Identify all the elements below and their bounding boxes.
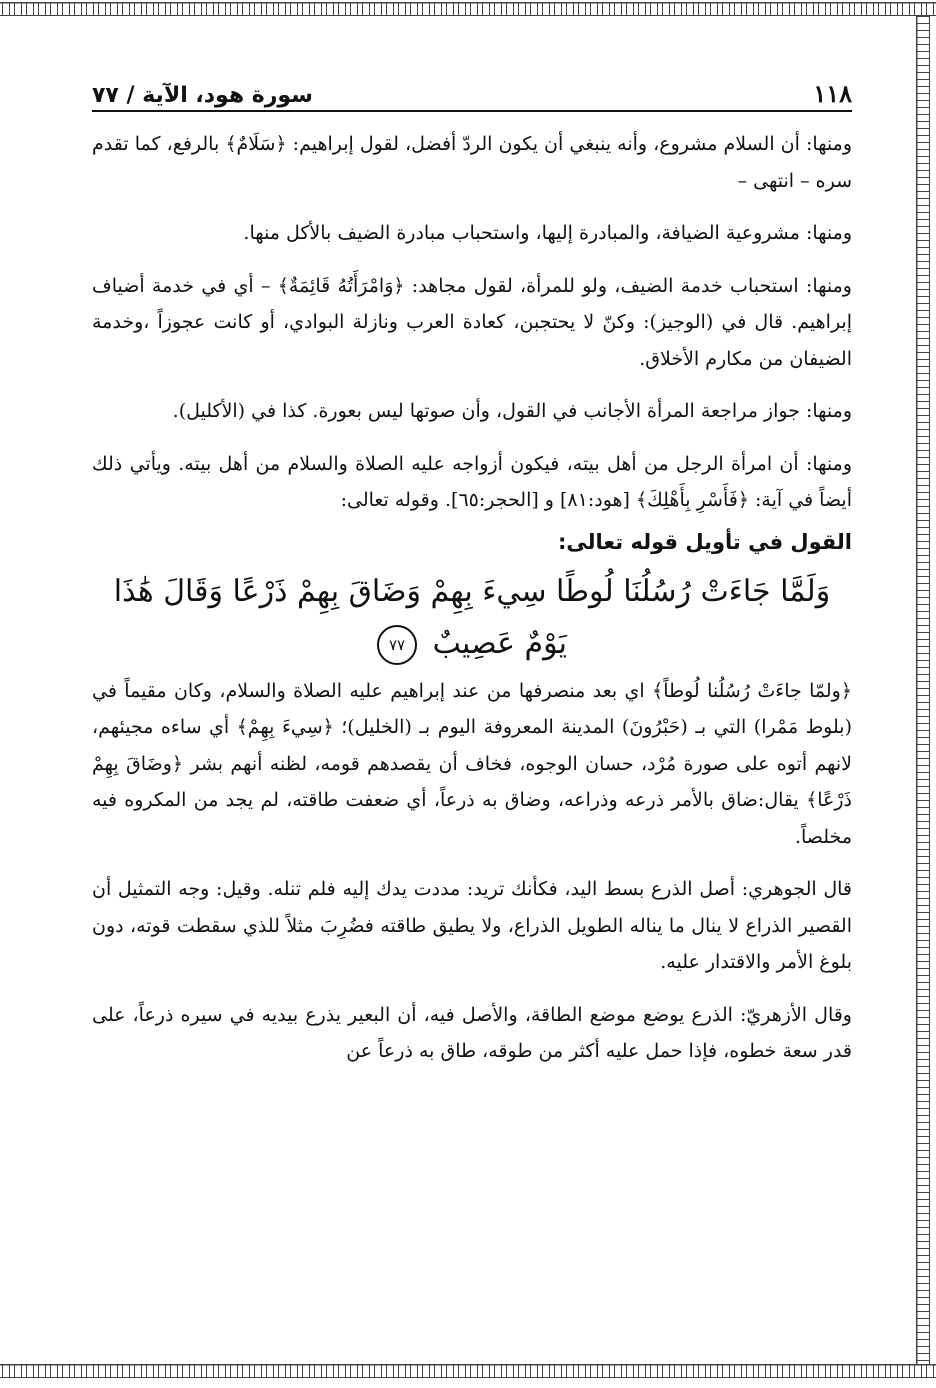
verse-text: يَوْمٌ عَصِيبٌ bbox=[432, 625, 567, 661]
side-ornamental-border bbox=[916, 16, 930, 1364]
page-header bbox=[92, 66, 852, 108]
paragraph-womans-voice: ومنها: جواز مراجعة المرأة الأجانب في القول، وأن صوتها ليس بعورة. كذا في (الأكليل). bbox=[172, 400, 852, 422]
surah-reference: سورة هود، الآية / ٧٧ bbox=[92, 83, 313, 108]
quran-verse-line-2 bbox=[92, 619, 852, 669]
paragraph-serving-guest: ومنها: استحباب خدمة الضيف، ولو للمرأة، لقول مجاهد: ﴿وَامْرَأَتُهُ قَائِمَةٌ﴾ – أي في خدمة أضياف إبراهيم. قال في (الوجيز): وكنّ لا يحتجبن، كعادة العرب ونازلة البوادي، أو كانت عجوزاً ،وخدمة الضيفان من مكارم الأخلاق. bbox=[92, 274, 852, 370]
page-number: ١١٨ bbox=[813, 79, 852, 108]
paragraph-household: ومنها: أن امرأة الرجل من أهل بيته، فيكون أزواجه عليه الصلاة والسلام من أهل بيته. ويأتي ذلك أيضاً في آية: ﴿فَأَسْرِ بِأَهْلِكَ﴾ [هود:٨١] و [الحجر:٦٥]. وقوله تعالى: bbox=[92, 452, 852, 511]
bottom-ornamental-border bbox=[0, 1364, 936, 1378]
paragraph-hospitality: ومنها: مشروعية الضيافة، والمبادرة إليها، واستحباب مبادرة الضيف بالأكل منها. bbox=[243, 222, 852, 244]
ayah-number-marker: ٧٧ bbox=[377, 625, 417, 665]
section-heading: القول في تأويل قوله تعالى: bbox=[558, 529, 852, 554]
top-ornamental-border bbox=[0, 2, 936, 16]
commentary-paragraph-2: قال الجوهري: أصل الذرع بسط اليد، فكأنك تريد: مددت يدك إليه فلم تنله. وقيل: وجه التمثيل أن القصير الذراع لا ينال ما يناله الطويل الذراع، ولا يطيق طاقته فضُرِبَ مثلاً للذي سقطت قوته، دون بلوغ الأمر والاقتدار عليه. bbox=[92, 878, 852, 973]
paragraph-greeting: ومنها: أن السلام مشروع، وأنه ينبغي أن يكون الردّ أفضل، لقول إبراهيم: ﴿سَلَامٌ﴾ بالرفع، كما تقدم سره – انتهى – bbox=[92, 133, 852, 192]
quran-verse-line-1: وَلَمَّا جَاءَتْ رُسُلُنَا لُوطًا سِيءَ بِهِمْ وَضَاقَ بِهِمْ ذَرْعًا وَقَالَ هَٰذَا bbox=[113, 573, 831, 609]
book-page bbox=[92, 66, 852, 1348]
commentary-paragraph-1: ﴿ولمّا جاءَتْ رُسُلُنا لُوطاً﴾ اي بعد منصرفها من عند إبراهيم عليه الصلاة والسلام، وكان مقيماً في (بلوط مَمْرا) التي بـ (حَبْرُونَ) المدينة المعروفة اليوم بـ (الخليل)؛ ﴿سِيءَ بِهِمْ﴾ أي ساءه مجيئهم، لانهم أتوه على صورة مُرْد، حسان الوجوه، فخاف أن يقصدهم قومه، لظنه أنهم بشر ﴿وضَاقَ بِهِمْ ذَرْعًا﴾ يقال:ضاق بالأمر ذرعه وذراعه، وضاق به ذرعاً، أي ضعفت طاقته، لم يجد من المكروه فيه مخلصاً. bbox=[92, 679, 852, 848]
commentary-paragraph-3: وقال الأزهريّ: الذرع يوضع موضع الطاقة، والأصل فيه، أن البعير يذرع بيديه في سيره ذرعاً، على قدر سعة خطوه، فإذا حمل عليه أكثر من طوقه، طاق به ذرعاً عن bbox=[92, 1003, 852, 1062]
header-rule bbox=[92, 110, 852, 112]
